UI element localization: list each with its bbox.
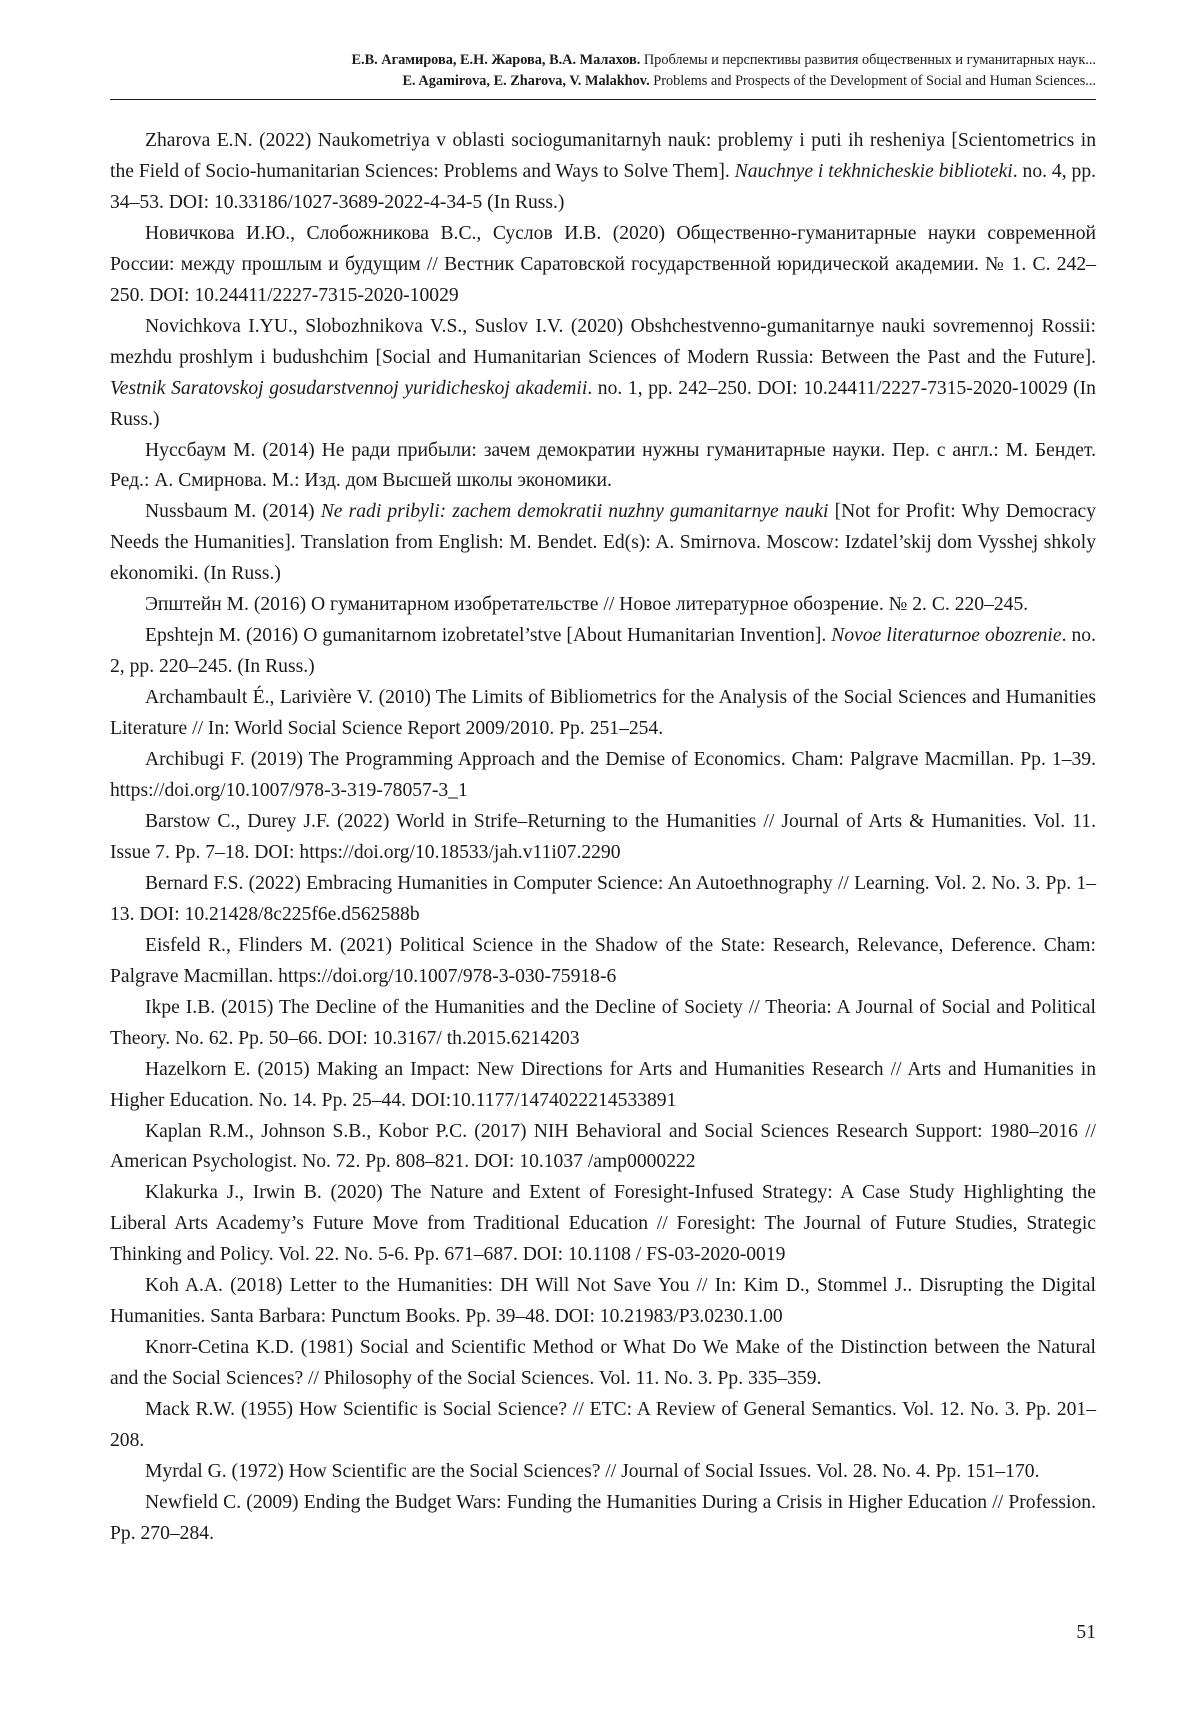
reference-item: Zharova E.N. (2022) Naukometriya v oblasti sociogumanitarnyh nauk: problemy i puti ih resheniya [Scientometrics in the Field of Socio-humanitarian Sciences: Problems and Ways to Solve Them]. Nauchnye i tekhnicheskie biblioteki. no. 4, pp. 34–53. DOI: 10.33186/1027-3689-2022-4-34-5 (In Russ.) <box>110 130 1097 213</box>
reference-item: Newfield C. (2009) Ending the Budget Wars: Funding the Humanities During a Crisis in Higher Education // Profession. Pp. 270–284. <box>110 1491 1096 1544</box>
reference-item: Archibugi F. (2019) The Programming Approach and the Demise of Economics. Cham: Palgrave Macmillan. Pp. 1–39. https://doi.org/10.1007/978-3-319-78057-3_1 <box>110 749 1096 802</box>
reference-item: Hazelkorn E. (2015) Making an Impact: New Directions for Arts and Humanities Research // Arts and Humanities in Higher Education. No. 14. Pp. 25–44. DOI:10.1177/1474022214533891 <box>110 1058 1096 1111</box>
header-title-ru: Проблемы и перспективы развития общественных и гуманитарных наук... <box>643 52 1096 68</box>
reference-item: Koh A.A. (2018) Letter to the Humanities: DH Will Not Save You // In: Kim D., Stommel J.. Disrupting the Digital Humanities. Santa Barbara: Punctum Books. Pp. 39–48. DOI: 10.21983/P3.0230.1.00 <box>110 1275 1096 1328</box>
reference-item: Nussbaum M. (2014) Ne radi pribyli: zachem demokratii nuzhny gumanitarnye nauki [Not for Profit: Why Democracy Needs the Humanities]. Translation from English: M. Bendet. Ed(s): A. Smirnova. Moscow: Izdatel’skij dom Vysshej shkoly ekonomiki. (In Russ.) <box>110 501 1097 585</box>
reference-item: Knorr-Cetina K.D. (1981) Social and Scientific Method or What Do We Make of the Distinction between the Natural and the Social Sciences? // Philosophy of the Social Sciences. Vol. 11. No. 3. Pp. 335–359. <box>110 1337 1096 1390</box>
header-authors-ru: Е.В. Агамирова, Е.Н. Жарова, В.А. Малахов. <box>351 52 641 68</box>
header-authors-en: E. Agamirova, E. Zharova, V. Malakhov. <box>402 73 650 89</box>
header-title-en: Problems and Prospects of the Development of Social and Human Sciences... <box>653 73 1096 89</box>
header-rule <box>110 99 1096 100</box>
reference-item: Eisfeld R., Flinders M. (2021) Political Science in the Shadow of the State: Research, Relevance, Deference. Cham: Palgrave Macmillan. https://doi.org/10.1007/978-3-030-75918-6 <box>110 934 1096 987</box>
reference-item: Эпштейн М. (2016) О гуманитарном изобретательстве // Новое литературное обозрение. № 2. С. 220–245. <box>145 594 1029 616</box>
reference-item: Klakurka J., Irwin B. (2020) The Nature and Extent of Foresight-Infused Strategy: A Case Study Highlighting the Liberal Arts Academy’s Future Move from Traditional Education // Foresight: The Journal of Future Studies, Strategic Thinking and Policy. Vol. 22. No. 5-6. Pp. 671–687. DOI: 10.1108 / FS-03-2020-0019 <box>110 1182 1096 1266</box>
reference-item: Новичкова И.Ю., Слобожникова В.С., Суслов И.В. (2020) Общественно-гуманитарные науки современной России: между прошлым и будущим // Вестник Саратовской государственной юридической академии. № 1. С. 242–250. DOI: 10.24411/2227-7315-2020-10029 <box>110 222 1096 306</box>
reference-item: Mack R.W. (1955) How Scientific is Social Science? // ETC: A Review of General Semantics. Vol. 12. No. 3. Pp. 201–208. <box>110 1399 1096 1452</box>
reference-item: Bernard F.S. (2022) Embracing Humanities in Computer Science: An Autoethnography // Learning. Vol. 2. No. 3. Pp. 1–13. DOI: 10.21428/8c225f6e.d562588b <box>110 872 1096 925</box>
running-header <box>110 50 1096 92</box>
reference-item: Novichkova I.YU., Slobozhnikova V.S., Suslov I.V. (2020) Obshchestvenno-gumanitarnye nauki sovremennoj Rossii: mezhdu proshlym i budushchim [Social and Humanitarian Sciences of Modern Russia: Between the Past and the Future]. Vestnik Saratovskoj gosudarstvennoj yuridicheskoj akademii. no. 1, pp. 242–250. DOI: 10.24411/2227-7315-2020-10029 (In Russ.) <box>110 315 1096 430</box>
reference-item: Kaplan R.M., Johnson S.B., Kobor P.C. (2017) NIH Behavioral and Social Sciences Research Support: 1980–2016 // American Psychologist. No. 72. Pp. 808–821. DOI: 10.1037 /amp0000222 <box>110 1120 1096 1173</box>
reference-item: Epshtejn M. (2016) O gumanitarnom izobretatel’stve [About Humanitarian Invention]. Novoe literaturnoe obozrenie. no. 2, pp. 220–245. (In Russ.) <box>110 625 1096 678</box>
running-header-russian <box>110 50 1096 71</box>
reference-item: Нуссбаум М. (2014) Не ради прибыли: зачем демократии нужны гуманитарные науки. Пер. с англ.: М. Бендет. Ред.: А. Смирнова. М.: Изд. дом Высшей школы экономики. <box>110 439 1096 492</box>
reference-item: Ikpe I.B. (2015) The Decline of the Humanities and the Decline of Society // Theoria: A Journal of Social and Political Theory. No. 62. Pp. 50–66. DOI: 10.3167/ th.2015.6214203 <box>110 996 1096 1049</box>
reference-item: Barstow C., Durey J.F. (2022) World in Strife–Returning to the Humanities // Journal of Arts & Humanities. Vol. 11. Issue 7. Pp. 7–18. DOI: https://doi.org/10.18533/jah.v11i07.2290 <box>110 810 1096 863</box>
reference-item: Myrdal G. (1972) How Scientific are the Social Sciences? // Journal of Social Issues. Vol. 28. No. 4. Pp. 151–170. <box>145 1460 1040 1482</box>
reference-item: Archambault É., Larivière V. (2010) The Limits of Bibliometrics for the Analysis of the Social Sciences and Humanities Literature // In: World Social Science Report 2009/2010. Pp. 251–254. <box>110 687 1096 740</box>
page-number: 51 <box>1076 1622 1096 1643</box>
running-header-english <box>110 71 1096 92</box>
reference-list <box>110 126 1096 1550</box>
